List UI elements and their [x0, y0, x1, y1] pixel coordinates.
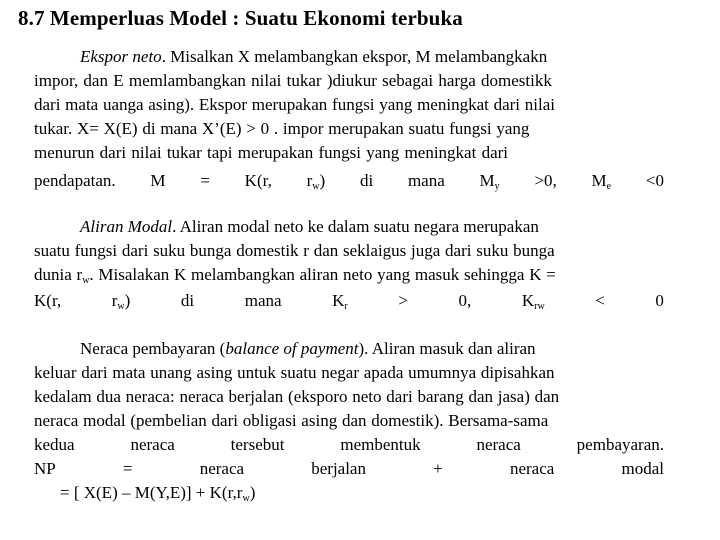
term-aliran-modal: Aliran Modal [80, 217, 173, 236]
p3-line-4: neraca modal (pembelian dari obligasi asing dan domestik). Bersama-sama [34, 411, 549, 430]
p3-line-2: keluar dari mata unang asing untuk suatu negar apada umumnya dipisahkan [34, 363, 555, 382]
p1-line-1: Ekspor neto. Misalkan X melambangkan ekspor, M melambangkakn [80, 47, 548, 66]
section-title: 8.7 Memperluas Model : Suatu Ekonomi terbuka [18, 6, 463, 30]
p3-line-1: Neraca pembayaran (balance of payment). Aliran masuk dan aliran [80, 339, 536, 358]
p2-line-2: suatu fungsi dari suku bunga domestik r dan seklaigus juga dari suku bunga [34, 241, 555, 260]
p3-line-3: kedalam dua neraca: neraca berjalan (eksporo neto dari barang dan jasa) dan [34, 387, 560, 406]
p1-line-4: tukar. X= X(E) di mana X’(E) > 0 . impor merupakan suatu fungsi yang [34, 119, 530, 138]
p1-line-2: impor, dan E memlambangkan nilai tukar )diukur sebagai harga domestikk [34, 71, 552, 90]
p3-line-7-equation: = [ $X(E) - M(Y,E)] + K(r,r_w)$ [60, 483, 256, 504]
p3-line-5: kedua neraca tersebut membentuk neraca pembayaran. [34, 435, 664, 454]
p2-line-1: Aliran Modal. Aliran modal neto ke dalam suatu negara merupakan [80, 217, 539, 236]
p1-line-3: dari mata uanga asing). Ekspor merupakan fungsi yang meningkat dari nilai [34, 95, 555, 114]
p1-line-5: menurun dari nilai tukar tapi merupakan fungsi yang meningkat dari [34, 143, 509, 162]
term-ekspor-neto: Ekspor neto [80, 47, 162, 66]
p1-line-6: pendapatan. M = K(r, $r_w$) di mana $M_y$ >0, $M_e$ <0 [34, 171, 664, 192]
p3-line-6: NP = neraca berjalan + neraca modal [34, 459, 664, 478]
p2-line-3: dunia $r_w$. Misalakan K melambangkan aliran neto yang masuk sehingga K = [34, 265, 556, 286]
term-balance-of-payment: balance of payment [225, 339, 359, 358]
p2-line-4: K(r, $r_w$) di mana $K_r$ > 0, $K_{rw}$ < 0 [34, 291, 664, 312]
